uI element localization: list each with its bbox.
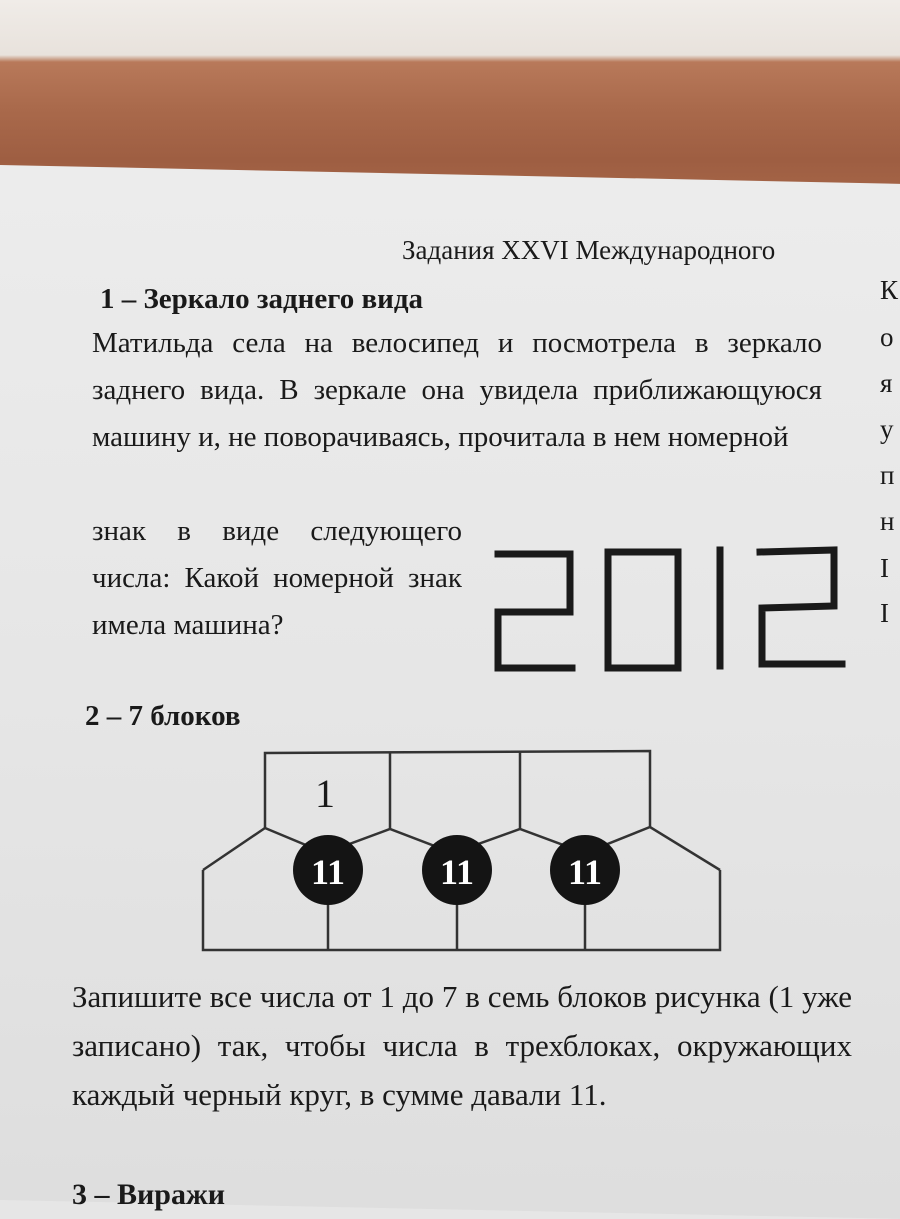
problem1-text-continued: знак в виде следующего числа: Какой номерной знак имела машина? <box>92 515 462 641</box>
right-column-letter-1: К <box>880 275 899 305</box>
right-column-letter-5: п <box>880 460 895 490</box>
circle-label-1: 11 <box>310 852 346 892</box>
right-column-letter-6: н <box>880 506 895 536</box>
given-block-number: 1 <box>315 771 335 816</box>
right-column-letter-4: у <box>880 414 894 444</box>
problem2-text: Запишите все числа от 1 до 7 в семь блоков рисунка (1 уже записано) так, чтобы числа в трехблоках, окружающих каждый черный круг, в сумме давали 11. <box>72 979 852 1112</box>
license-plate-number <box>490 540 850 680</box>
problem1-title: 1 – Зеркало заднего вида <box>100 283 423 315</box>
page-header: Задания XXVI Международного <box>402 235 776 265</box>
blocks-diagram <box>195 745 725 960</box>
circle-label-3: 11 <box>567 852 603 892</box>
right-column-letter-7: I <box>880 553 889 583</box>
problem2-title: 2 – 7 блоков <box>85 700 241 732</box>
circle-label-2: 11 <box>439 852 475 892</box>
right-column-letter-8: I <box>880 598 889 628</box>
right-column-letter-3: я <box>880 368 893 398</box>
right-column-letter-2: о <box>880 322 894 352</box>
problem1-text: Матильда села на велосипед и посмотрела в зеркало заднего вида. В зеркале она увидела приближающуюся машину и, не поворачиваясь, прочитала в нем номерной <box>92 327 822 453</box>
problem3-title: 3 – Виражи <box>72 1178 226 1211</box>
